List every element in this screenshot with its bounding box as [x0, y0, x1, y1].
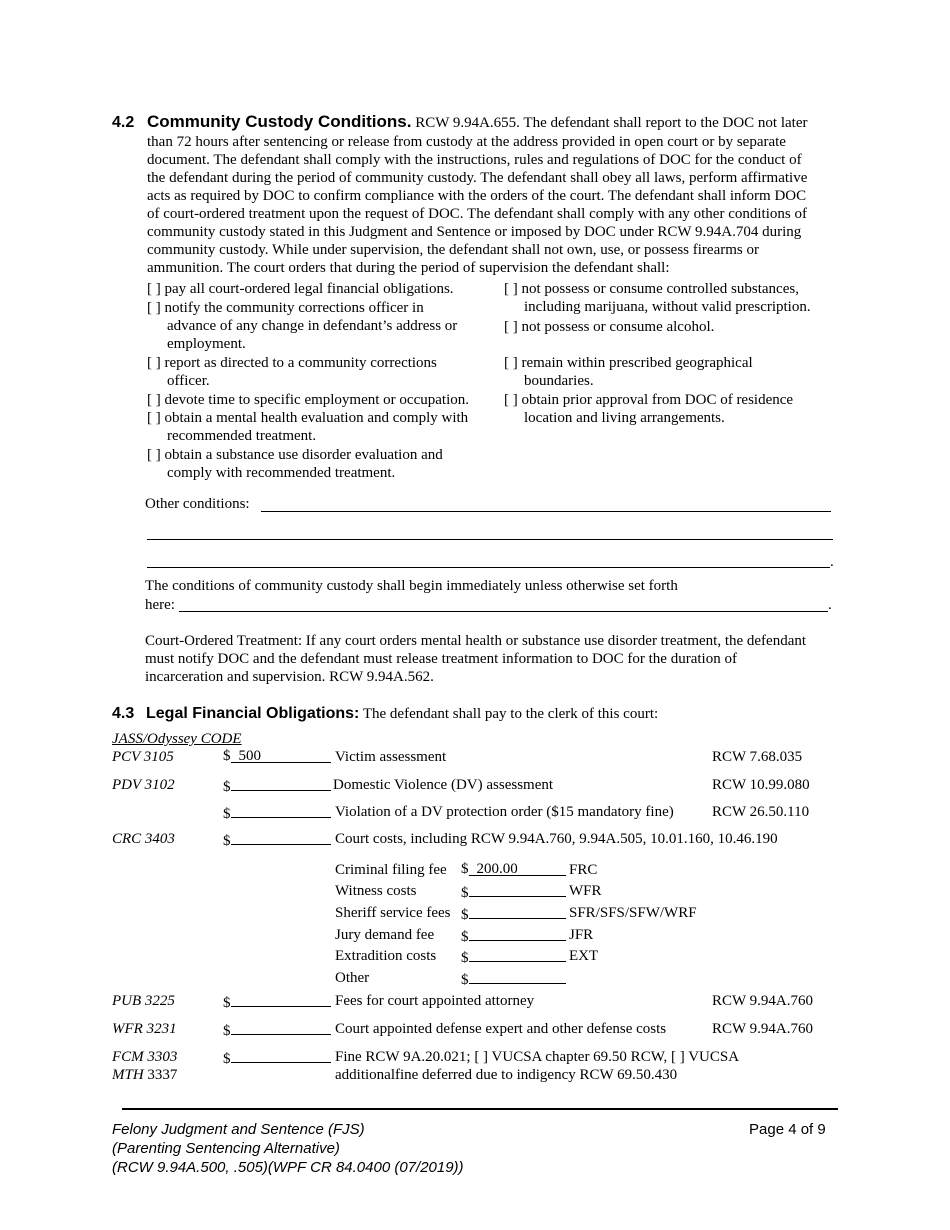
fee-rcw: RCW 26.50.110 — [712, 804, 810, 820]
condition-continuation: officer. — [167, 373, 210, 389]
fee-code: WFR 3231 — [112, 1021, 177, 1037]
period: . — [828, 597, 832, 613]
condition-checkbox-item[interactable]: [ ] obtain prior approval from DOC of residence — [504, 392, 794, 408]
condition-checkbox-item[interactable]: [ ] not possess or consume controlled substances, — [504, 281, 799, 297]
begin-date-input-line[interactable] — [179, 611, 828, 612]
form-subtitle: (Parenting Sentencing Alternative) — [112, 1140, 340, 1157]
section-heading-line: Legal Financial Obligations: The defendant shall pay to the clerk of this court: — [146, 705, 659, 722]
fee-description: Victim assessment — [335, 749, 447, 765]
paragraph-line: The conditions of community custody shall begin immediately unless otherwise set forth — [145, 578, 678, 594]
condition-checkbox-item[interactable]: [ ] not possess or consume alcohol. — [504, 319, 715, 335]
condition-continuation: recommended treatment. — [167, 428, 317, 444]
cost-label: Extradition costs — [335, 948, 437, 964]
other-conditions-input-line[interactable] — [147, 539, 833, 540]
cost-amount-field[interactable]: $ — [461, 882, 566, 902]
fee-description: Domestic Violence (DV) assessment — [333, 777, 554, 793]
cost-code: JFR — [569, 927, 594, 943]
condition-continuation: comply with recommended treatment. — [167, 465, 396, 481]
cost-label: Jury demand fee — [335, 927, 435, 943]
paragraph-line: of court-ordered treatment upon the request of DOC. The defendant shall comply with any other conditions of — [147, 206, 807, 222]
fee-code: MTH 3337 — [112, 1067, 178, 1083]
condition-checkbox-item[interactable]: [ ] devote time to specific employment or occupation. — [147, 392, 469, 408]
condition-continuation: boundaries. — [524, 373, 594, 389]
paragraph-line: must notify DOC and the defendant must release treatment information to DOC for the duration of — [145, 651, 737, 667]
condition-checkbox-item[interactable]: [ ] obtain a mental health evaluation and comply with — [147, 410, 469, 426]
amount-field[interactable]: $ — [223, 1020, 331, 1040]
cost-code: FRC — [569, 862, 598, 878]
condition-continuation: location and living arrangements. — [524, 410, 725, 426]
fee-code: PDV 3102 — [112, 777, 175, 793]
form-citation: (RCW 9.94A.500, .505)(WPF CR 84.0400 (07/2019)) — [112, 1159, 464, 1176]
paragraph-line: ammunition. The court orders that during the period of supervision the defendant shall: — [147, 260, 670, 276]
paragraph-line: RCW 9.94A.655. The defendant shall report to the DOC not later — [415, 115, 808, 131]
cost-amount-field[interactable]: $ — [461, 904, 566, 924]
condition-checkbox-item[interactable]: [ ] remain within prescribed geographical — [504, 355, 753, 371]
condition-continuation: including marijuana, without valid prescription. — [524, 299, 811, 315]
condition-checkbox-item[interactable]: [ ] notify the community corrections officer in — [147, 300, 424, 316]
other-conditions-label: Other conditions: — [145, 496, 250, 512]
page-number: Page 4 of 9 — [749, 1121, 826, 1138]
footer-divider — [122, 1108, 838, 1110]
other-conditions-input-line[interactable] — [261, 511, 831, 512]
fee-code: FCM 3303 — [112, 1049, 178, 1065]
fee-rcw: RCW 9.94A.760 — [712, 1021, 813, 1037]
period: . — [830, 554, 834, 570]
paragraph-line: acts as required by DOC to confirm compliance with the orders of the court. The defendant shall inform DOC — [147, 188, 807, 204]
fee-description: Violation of a DV protection order ($15 mandatory fine) — [335, 804, 674, 820]
paragraph-line: than 72 hours after sentencing or release from custody at the address provided in open court or by separate — [147, 134, 786, 150]
condition-checkbox-item[interactable]: [ ] report as directed to a community corrections — [147, 355, 437, 371]
paragraph-line: incarceration and supervision. RCW 9.94A.562. — [145, 669, 434, 685]
other-conditions-input-line[interactable] — [147, 567, 830, 568]
fee-rcw: RCW 9.94A.760 — [712, 993, 813, 1009]
section-number: 4.3 — [112, 705, 135, 722]
paragraph-line: community custody. While under supervision, the defendant shall not own, use, or possess firearms or — [147, 242, 759, 258]
section-title: Community Custody Conditions — [147, 112, 407, 131]
form-title: Felony Judgment and Sentence (FJS) — [112, 1121, 365, 1138]
amount-field[interactable]: $ — [223, 830, 331, 850]
code-column-header: JASS/Odyssey CODE — [112, 731, 242, 747]
paragraph-line: here: — [145, 597, 175, 613]
fee-code: PCV 3105 — [112, 749, 174, 765]
cost-amount-field[interactable]: $ — [461, 947, 566, 967]
fee-code: CRC 3403 — [112, 831, 175, 847]
fee-description: additionalfine deferred due to indigency RCW 69.50.430 — [335, 1067, 678, 1083]
condition-checkbox-item[interactable]: [ ] obtain a substance use disorder evaluation and — [147, 447, 443, 463]
section-heading-line: Community Custody Conditions. RCW 9.94A.655. The defendant shall report to the DOC not later — [147, 112, 808, 131]
paragraph-line: document. The defendant shall comply with the instructions, rules and regulations of DOC for the conduct of — [147, 152, 802, 168]
section-title: Legal Financial Obligations — [146, 705, 355, 722]
fee-description: Fees for court appointed attorney — [335, 993, 535, 1009]
fee-description: Court costs, including RCW 9.94A.760, 9.94A.505, 10.01.160, 10.46.190 — [335, 831, 778, 847]
condition-continuation: advance of any change in defendant’s address or — [167, 318, 458, 334]
condition-continuation: employment. — [167, 336, 246, 352]
amount-field[interactable]: $ — [223, 992, 331, 1012]
cost-label: Sheriff service fees — [335, 905, 451, 921]
paragraph-line: Court-Ordered Treatment: If any court orders mental health or substance use disorder treatment, the defendant — [145, 633, 807, 649]
cost-amount-field[interactable]: $ 200.00 — [461, 861, 566, 878]
cost-amount-field[interactable]: $ — [461, 969, 566, 989]
amount-field[interactable]: $ — [223, 776, 331, 796]
amount-field[interactable]: $ — [223, 1048, 331, 1068]
condition-checkbox-item[interactable]: [ ] pay all court-ordered legal financial obligations. — [147, 281, 454, 297]
section-intro: The defendant shall pay to the clerk of this court: — [362, 706, 659, 722]
cost-label: Criminal filing fee — [335, 862, 447, 878]
section-number: 4.2 — [112, 114, 135, 131]
cost-label: Other — [335, 970, 370, 986]
cost-label: Witness costs — [335, 883, 417, 899]
cost-amount-field[interactable]: $ — [461, 926, 566, 946]
amount-field[interactable]: $ — [223, 803, 331, 823]
fee-code: PUB 3225 — [112, 993, 175, 1009]
fee-description: Fine RCW 9A.20.021; [ ] VUCSA chapter 69.50 RCW, [ ] VUCSA — [335, 1049, 740, 1065]
cost-code: EXT — [569, 948, 599, 964]
amount-field[interactable]: $ 500 — [223, 748, 331, 765]
fee-rcw: RCW 10.99.080 — [712, 777, 810, 793]
fee-description: Court appointed defense expert and other defense costs — [335, 1021, 667, 1037]
cost-code: WFR — [569, 883, 602, 899]
paragraph-line: community custody stated in this Judgment and Sentence or imposed by DOC under RCW 9.94A.704 during — [147, 224, 802, 240]
cost-code: SFR/SFS/SFW/WRF — [569, 905, 697, 921]
fee-rcw: RCW 7.68.035 — [712, 749, 803, 765]
paragraph-line: the defendant during the period of community custody. The defendant shall obey all laws, perform affirmative — [147, 170, 808, 186]
